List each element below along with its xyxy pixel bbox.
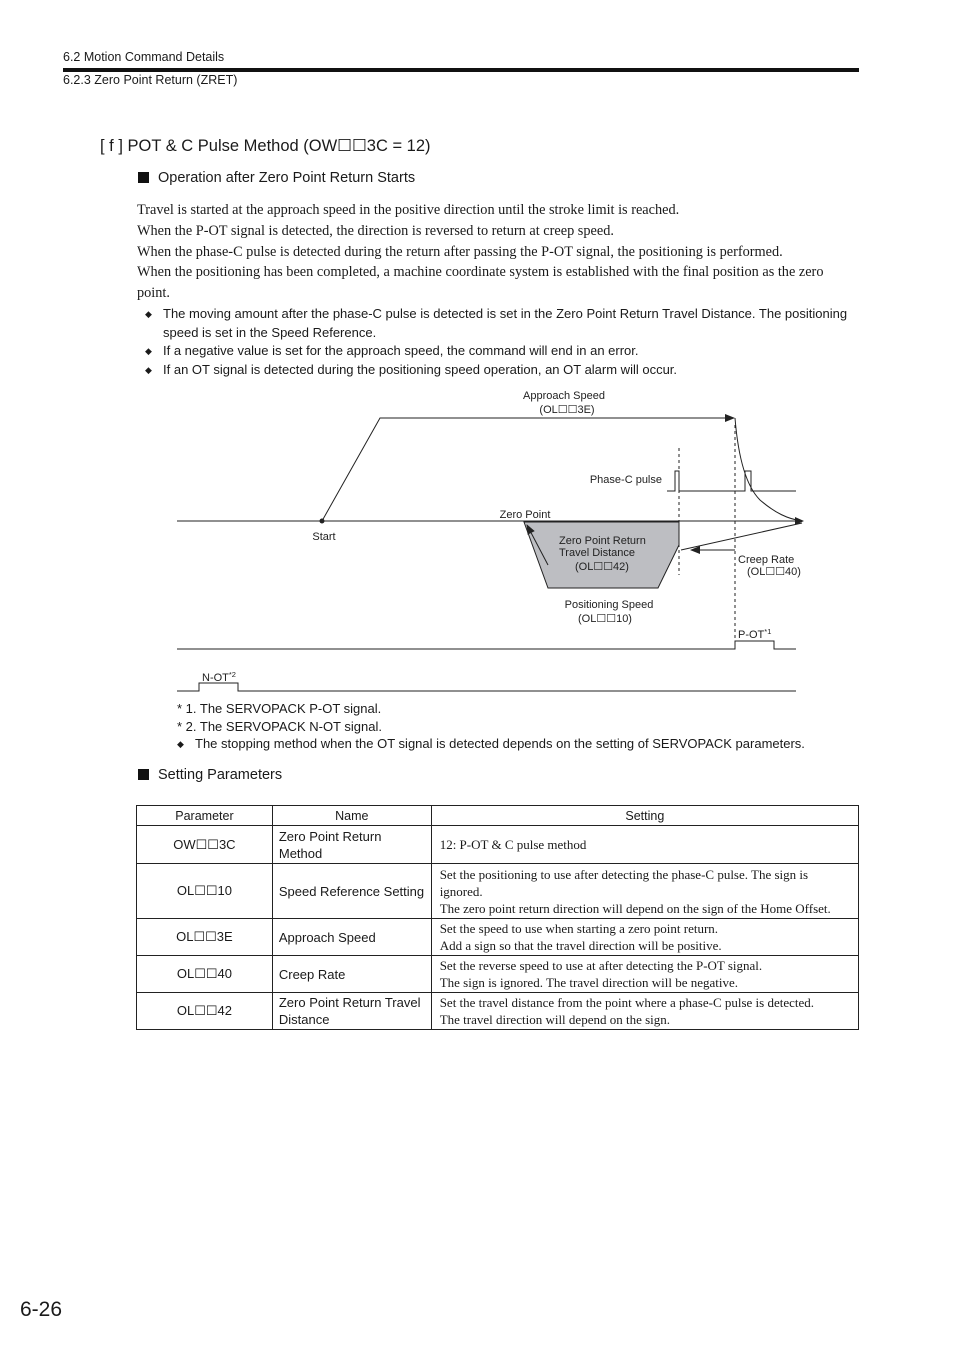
bullet-item [177,735,877,754]
setting-cell: 12: P-OT & C pulse method [431,826,858,864]
setting-cell: Set the positioning to use after detecting the phase-C pulse. The sign is ignored. The zero point return direction will depend on the sign of the Home Offset. [431,864,858,919]
footnote-2: * 2. The SERVOPACK N-OT signal. [177,718,382,734]
subheading-setting-parameters-text: Setting Parameters [158,767,283,783]
bullet-text: If a negative value is set for the approach speed, the command will end in an error. [163,343,639,358]
square-bullet-icon [138,172,149,183]
footnotes [177,700,382,735]
approach-path [322,418,734,521]
parameter-table [136,805,859,1030]
pot-signal [177,641,796,649]
label-creep-register: (OL☐☐40) [747,566,801,578]
label-pot: P-OT$^{*1}$ [738,627,772,641]
bullet-list [145,305,850,379]
paragraph-line: When the P-OT signal is detected, the direction is reversed to return at creep speed. [137,222,614,239]
phase-c-pulse-signal [667,471,796,491]
param-cell: OL☐☐3E [137,919,273,956]
table-row [137,826,859,864]
paragraph-line: When the positioning has been completed, a machine coordinate system is established with the final position as the zero point. [137,264,824,302]
bullet-text: The moving amount after the phase-C pulse is detected is set in the Zero Point Return Travel Distance. The positioning speed is set in the Speed Reference. [163,306,848,340]
label-creep-rate: Creep Rate [738,554,795,566]
subheading-operation [138,170,415,186]
header-subsection: 6.2.3 Zero Point Return (ZRET) [63,73,238,87]
table-header-row [137,806,859,826]
label-start: Start [312,531,336,543]
label-approach-speed: Approach Speed [523,390,605,402]
creep-return-line [681,523,802,550]
setting-cell: Set the reverse speed to use at after detecting the P-OT signal. The sign is ignored. The travel direction will be negative. [431,956,858,993]
param-cell: OL☐☐42 [137,993,273,1030]
name-cell: Zero Point Return Method [272,826,431,864]
label-not: N-OT$^{*2}$ [202,670,236,684]
subheading-operation-text: Operation after Zero Point Return Starts [158,170,416,186]
diamond-bullet-icon: ◆ [145,309,152,319]
param-cell: OL☐☐40 [137,956,273,993]
name-cell: Creep Rate [272,956,431,993]
not-signal [177,683,796,691]
page-number: 6-26 [20,1298,63,1321]
subheading-setting-parameters [138,767,282,783]
square-bullet-icon [138,769,149,780]
setting-cell: Set the travel distance from the point where a phase-C pulse is detected. The travel direction will depend on the sign. [431,993,858,1030]
creep-curve [735,418,802,521]
start-point-icon [320,519,325,524]
description-paragraph [137,200,847,304]
label-travel-2: Travel Distance [559,547,636,559]
table-header: Parameter [137,806,273,826]
label-positioning-register: (OL☐☐10) [578,613,632,625]
param-cell: OW☐☐3C [137,826,273,864]
header-section: 6.2 Motion Command Details [63,50,225,64]
name-cell: Approach Speed [272,919,431,956]
bullet-text: The stopping method when the OT signal is detected depends on the setting of SERVOPACK parameters. [195,736,805,751]
section-title: [ f ] POT & C Pulse Method (OW☐☐3C = 12) [100,137,431,155]
paragraph-line: When the phase-C pulse is detected during the return after passing the P-OT signal, the positioning is performed. [137,243,783,260]
header-rule [63,68,859,72]
label-zero-point: Zero Point [499,509,551,521]
table-header: Setting [431,806,858,826]
paragraph-line: Travel is started at the approach speed in the positive direction until the stroke limit is reached. [137,202,680,218]
param-cell: OL☐☐10 [137,864,273,919]
diamond-bullet-icon: ◆ [145,364,152,375]
label-travel-register: (OL☐☐42) [575,561,629,573]
table-header: Name [272,806,431,826]
name-cell: Speed Reference Setting [272,864,431,919]
label-travel-1: Zero Point Return [559,535,646,547]
zero-point-return-diagram [170,385,820,697]
table-row [137,864,859,919]
table-row [137,993,859,1030]
table-row [137,956,859,993]
label-approach-register: (OL☐☐3E) [539,404,595,416]
bullet-item [145,305,850,342]
bullet-item [145,342,850,361]
label-phase-c: Phase-C pulse [589,474,662,486]
bullet-item [145,361,850,380]
note-bullet-list [177,735,877,754]
setting-cell: Set the speed to use when starting a zero point return. Add a sign so that the travel direction will be positive. [431,919,858,956]
bullet-text: If an OT signal is detected during the positioning speed operation, an OT alarm will occur. [163,361,678,377]
table-row [137,919,859,956]
footnote-1: * 1. The SERVOPACK P-OT signal. [177,701,382,716]
name-cell: Zero Point Return Travel Distance [272,993,431,1030]
diamond-bullet-icon: ◆ [145,346,152,356]
diamond-bullet-icon: ◆ [177,739,184,749]
label-positioning-speed: Positioning Speed [564,599,654,611]
